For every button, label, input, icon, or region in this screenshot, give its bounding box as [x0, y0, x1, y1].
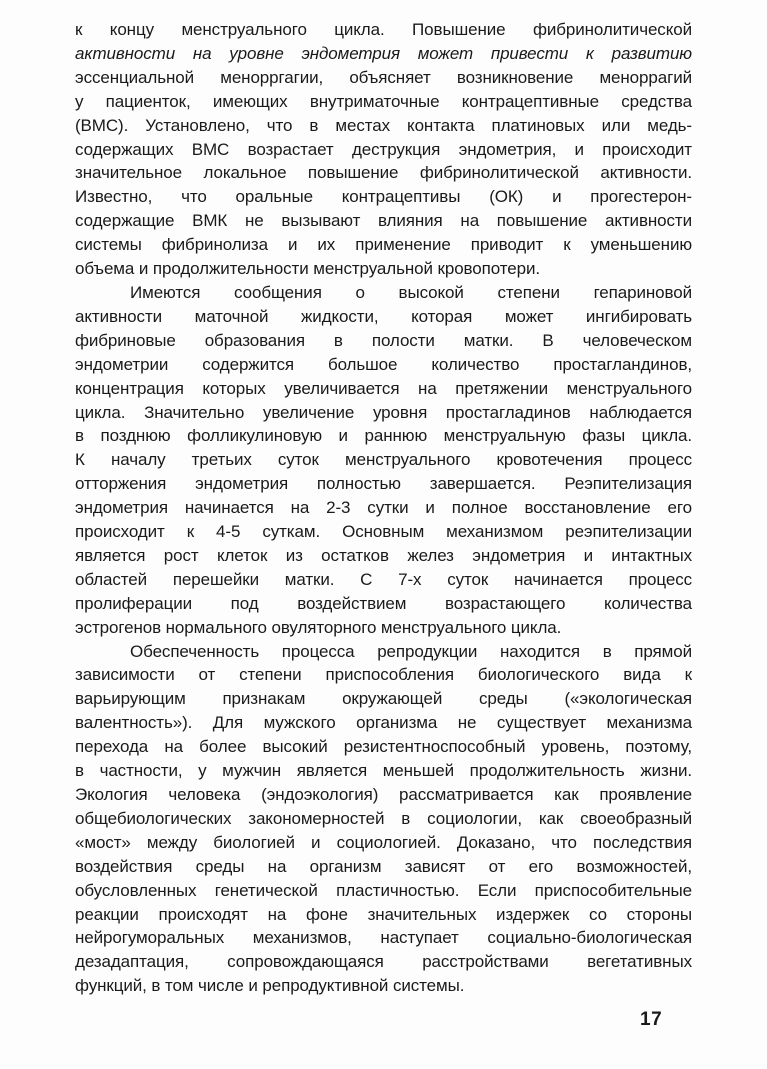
text-line: (ВМС). Установлено, что в местах контакта платиновых или медь-: [75, 115, 692, 135]
text-line: дезадаптация, сопровождающаяся расстройствами вегетативных: [75, 952, 692, 972]
text-line: варьирующим признакам окружающей среды («экологическая: [75, 689, 692, 709]
text-line: содержащие ВМК не вызывают влияния на повышение активности: [75, 211, 692, 231]
text-line: концентрация которых увеличивается на претяжении менструального: [75, 378, 692, 398]
text-line: в частности, у мужчин является меньшей продолжительность жизни.: [75, 761, 692, 781]
text-line: реакции происходят на фоне значительных издержек со стороны: [75, 904, 692, 924]
text-line: валентность»). Для мужского организма не существует механизма: [75, 713, 692, 733]
text-line: отторжения эндометрия полностью завершается. Реэпителизация: [75, 474, 692, 494]
text-line: объема и продолжительности менструальной кровопотери.: [75, 259, 540, 279]
text-line: содержащих ВМС возрастает деструкция эндометрия, и происходит: [75, 139, 692, 159]
paragraph-3: [75, 640, 692, 999]
text-line: Известно, что оральные контрацептивы (ОК) и прогестерон-: [75, 187, 692, 207]
text-line: эссенциальной менорргагии, объясняет возникновение меноррагий: [75, 67, 692, 87]
text-line: активности маточной жидкости, которая может ингибировать: [75, 306, 692, 326]
text-line: обусловленных генетической пластичностью. Если приспособительные: [75, 880, 692, 900]
text-line: системы фибринолиза и их применение приводит к уменьшению: [75, 235, 692, 255]
text-line: общебиологических закономерностей в социологии, как своеобразный: [75, 808, 692, 828]
paragraph-1: [75, 18, 692, 281]
text-line: К началу третьих суток менструального кровотечения процесс: [75, 450, 692, 470]
text-line: областей перешейки матки. С 7-х суток начинается процесс: [75, 569, 692, 589]
text-line: Экология человека (эндоэкология) рассматривается как проявление: [75, 785, 692, 804]
text-line: в позднюю фолликулиновую и раннюю менструальную фазы цикла.: [75, 426, 692, 446]
text-line: у пациенток, имеющих внутриматочные контрацептивные средства: [75, 91, 692, 111]
text-line: нейрогуморальных механизмов, наступает социально-биологическая: [75, 928, 692, 948]
text-line: цикла. Значительно увеличение уровня простагладинов наблюдается: [75, 402, 692, 422]
body-text: [75, 18, 692, 998]
text-line: значительное локальное повышение фибринолитической активности.: [75, 163, 692, 183]
text-line: перехода на более высокий резистентноспособный уровень, поэтому,: [75, 737, 692, 757]
text-line: является рост клеток из остатков желез эндометрия и интактных: [75, 545, 692, 565]
text-line: эстрогенов нормального овуляторного менструального цикла.: [75, 617, 562, 637]
text-line: функций, в том числе и репродуктивной системы.: [75, 976, 465, 996]
text-line: эндометрии содержится большое количество простагландинов,: [75, 354, 692, 374]
text-line: воздействия среды на организм зависят от его возможностей,: [75, 856, 692, 876]
text-line: активности на уровне эндометрия может привести к развитию: [75, 43, 692, 63]
text-line: к концу менструального цикла. Повышение фибринолитической: [75, 20, 692, 39]
text-line: фибриновые образования в полости матки. В человеческом: [75, 330, 692, 350]
text-line: эндометрия начинается на 2-3 сутки и полное восстановление его: [75, 498, 692, 518]
text-line: Обеспеченность процесса репродукции находится в прямой: [130, 641, 692, 661]
page-number: 17: [640, 1009, 663, 1030]
text-line: пролиферации под воздействием возрастающего количества: [75, 593, 692, 613]
text-line: зависимости от степени приспособления биологического вида к: [75, 665, 692, 685]
text-line: Имеются сообщения о высокой степени гепариновой: [130, 282, 692, 302]
text-line: происходит к 4-5 суткам. Основным механизмом реэпителизации: [75, 522, 692, 542]
text-line: «мост» между биологией и социологией. Доказано, что последствия: [75, 832, 692, 852]
paragraph-2: [75, 281, 692, 640]
